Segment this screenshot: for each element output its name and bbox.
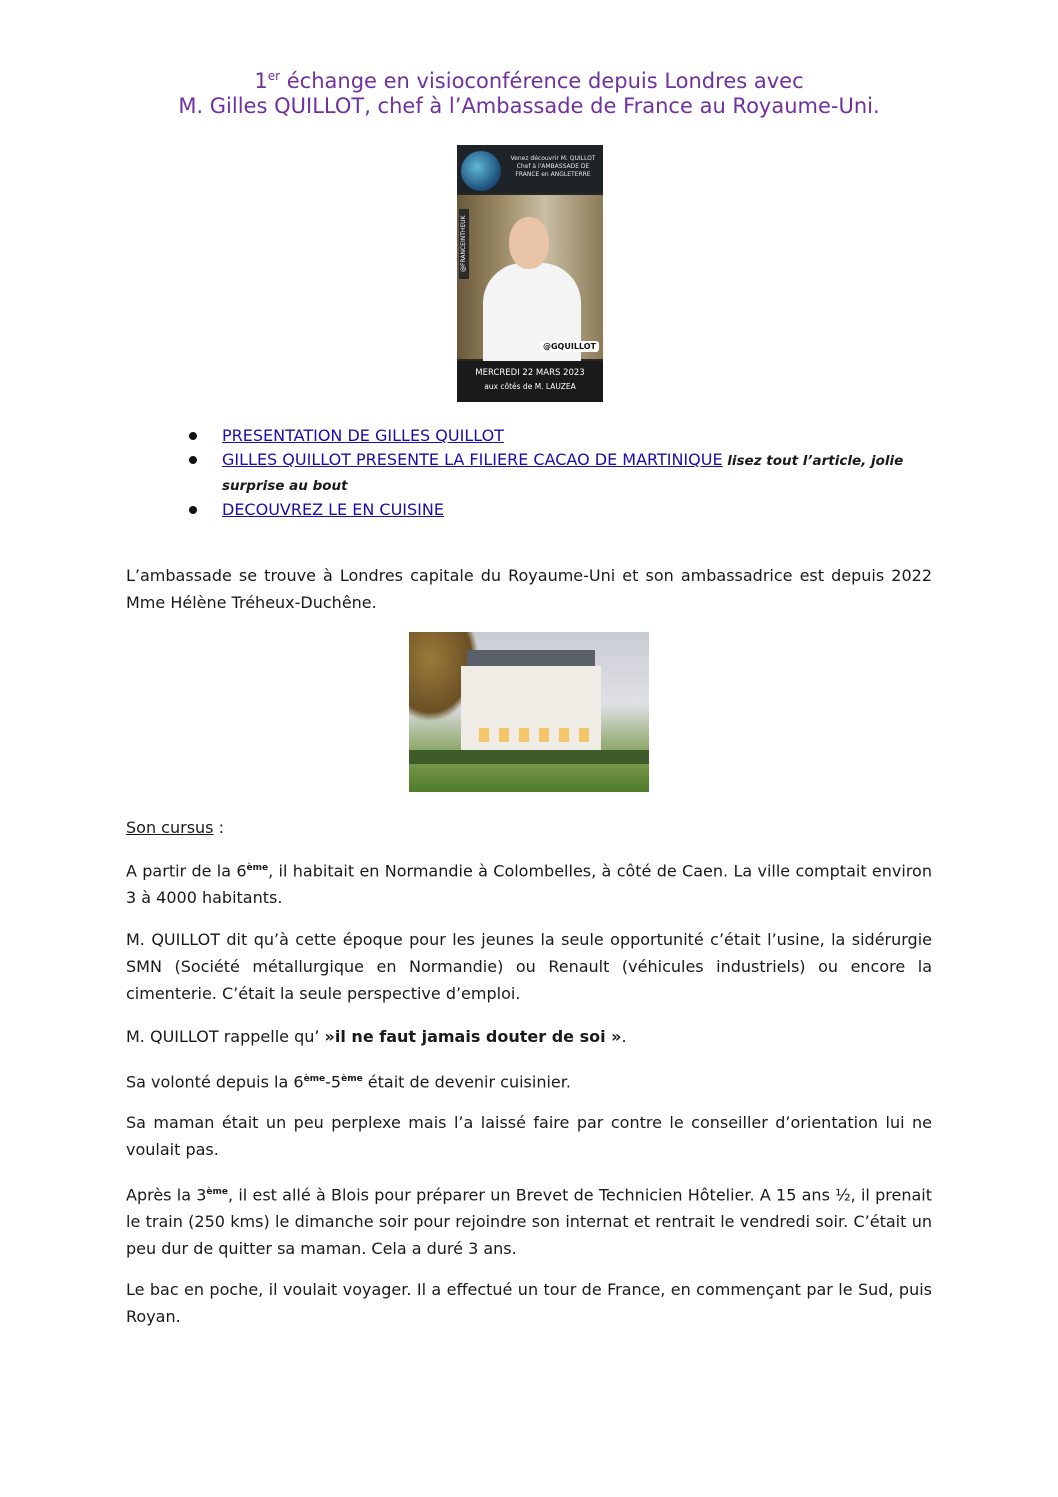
paragraph-4: Sa volonté depuis la 6ème-5ème était de devenir cuisinier. — [126, 1072, 571, 1092]
poster-with: aux côtés de M. LAUZEA — [484, 382, 576, 391]
paragraph-7: Le bac en poche, il voulait voyager. Il a effectué un tour de France, en commençant par le Sud, puis Royan. — [126, 1280, 932, 1326]
page-subtitle: M. Gilles QUILLOT, chef à l’Ambassade de France au Royaume-Uni. — [178, 94, 880, 118]
poster-footer — [457, 361, 603, 402]
poster-date: MERCREDI 22 MARS 2023 — [475, 368, 585, 378]
globe-logo-icon — [461, 151, 501, 191]
poster-side-text: @FRANCEINTHEUK — [459, 209, 469, 279]
paragraph-1: A partir de la 6ème, il habitait en Normandie à Colombelles, à côté de Caen. La ville comptait environ 3 à 4000 habitants. — [126, 861, 932, 908]
list-item — [189, 424, 909, 448]
link-cuisine[interactable]: DECOUVREZ LE EN CUISINE — [222, 500, 444, 519]
link-list — [189, 424, 909, 522]
page-title: 1er échange en visioconférence depuis Londres avec — [254, 69, 804, 93]
paragraph-6: Après la 3ème, il est allé à Blois pour préparer un Brevet de Technicien Hôtelier. A 15 ans ½, il prenait le train (250 kms) le dimanche soir pour rejoindre son internat et rentrait le vendredi soir. C’était un peu dur de quitter sa maman. Cela a duré 3 ans. — [126, 1185, 933, 1259]
event-poster-image — [457, 145, 603, 402]
link-note: lisez tout l’article, jolie surprise au bout — [222, 453, 904, 494]
bullet-icon — [189, 432, 197, 440]
paragraph-3: M. QUILLOT rappelle qu’ »il ne faut jamais douter de soi ». — [126, 1027, 627, 1046]
list-item — [189, 498, 909, 522]
poster-header-text: Venez découvrir M. QUILLOT Chef à l'AMBASSADE DE FRANCE en ANGLETERRE — [510, 155, 596, 178]
list-item — [189, 448, 909, 498]
section-heading: Son cursus : — [126, 818, 224, 837]
paragraph-5: Sa maman était un peu perplexe mais l’a laissé faire par contre le conseiller d’orientation lui ne voulait pas. — [126, 1113, 932, 1159]
paragraph-2: M. QUILLOT dit qu’à cette époque pour les jeunes la seule opportunité c’était l’usine, la sidérurgie SMN (Société métallurgique en Normandie) ou Renault (véhicules industriels) ou encore la cimenterie. C’était la seule perspective d’emploi. — [126, 930, 932, 1003]
poster-handle: @GQUILLOT — [540, 341, 599, 352]
embassy-photo — [409, 632, 649, 792]
bullet-icon — [189, 456, 197, 464]
link-presentation[interactable]: PRESENTATION DE GILLES QUILLOT — [222, 426, 504, 445]
link-cacao[interactable]: GILLES QUILLOT PRESENTE LA FILIERE CACAO DE MARTINIQUE — [222, 450, 723, 469]
intro-paragraph: L’ambassade se trouve à Londres capitale du Royaume-Uni et son ambassadrice est depuis 2022 Mme Hélène Tréheux-Duchêne. — [126, 566, 932, 612]
bullet-icon — [189, 506, 197, 514]
